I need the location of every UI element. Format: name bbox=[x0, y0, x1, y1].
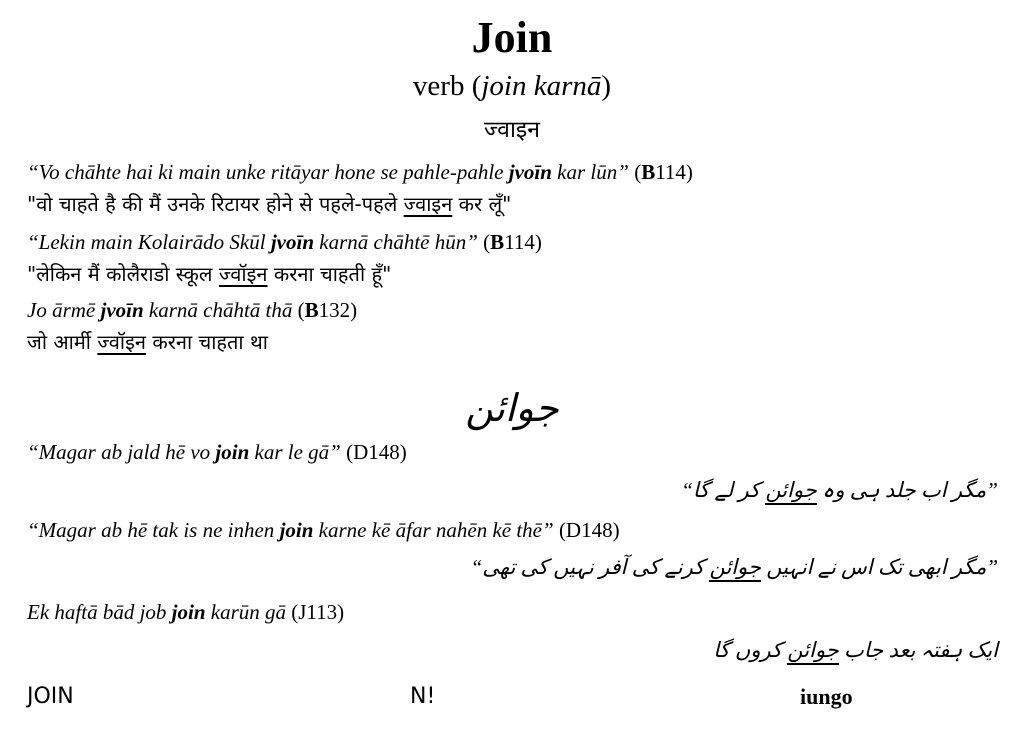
example-devanagari-2: "लेकिन मैं कोलैराडो स्कूल ज्वॉइन करना चाहती हूँ" bbox=[27, 262, 392, 286]
footer-latin: iungo bbox=[800, 684, 853, 709]
key-term-underlined: ज्वाइन bbox=[403, 192, 453, 216]
example-devanagari-1: "वो चाहते है की मैं उनके रिटायर होने से पहले-पहले ज्वाइन कर लूँ" bbox=[27, 192, 512, 216]
key-term-underlined: جوائن bbox=[787, 638, 839, 665]
key-term: jvoīn bbox=[100, 298, 144, 322]
key-term: join bbox=[279, 518, 314, 542]
urdu-example-romanized-1: “Magar ab jald hē vo join kar le gā” (D148) bbox=[27, 440, 407, 464]
key-term: jvoīn bbox=[508, 160, 552, 184]
part-of-speech: verb bbox=[412, 70, 465, 102]
footer-english: JOIN bbox=[27, 684, 74, 709]
urdu-example-script-1: ”مگر اب جلد ہی وہ جوائن کر لے گا“ bbox=[681, 478, 998, 503]
infinitive-form: join karnā bbox=[481, 70, 602, 102]
part-of-speech-line: verb (join karnā) bbox=[412, 70, 612, 102]
key-term-underlined: ज्वॉइन bbox=[97, 330, 146, 354]
key-term: join bbox=[215, 440, 250, 464]
urdu-example-script-3: ایک ہفتہ بعد جاب جوائن کروں گا bbox=[713, 638, 998, 663]
key-term: jvoīn bbox=[270, 230, 315, 254]
urdu-headword: جوائن bbox=[465, 388, 559, 430]
key-term-underlined: ज्वॉइन bbox=[218, 262, 268, 286]
example-romanized-2: “Lekin main Kolairādo Skūl jvoīn karnā chāhtē hūn” (B114) bbox=[27, 230, 542, 254]
urdu-example-romanized-3: Ek haftā bād job join karūn gā (J113) bbox=[27, 600, 345, 624]
example-romanized-3: Jo ārmē jvoīn karnā chāhtā thā (B132) bbox=[27, 298, 358, 322]
key-term-underlined: جوائن bbox=[765, 478, 817, 505]
urdu-example-romanized-2: “Magar ab hē tak is ne inhen join karne kē āfar nahēn kē thē” (D148) bbox=[27, 518, 620, 542]
footer-middle: N! bbox=[410, 684, 436, 709]
urdu-example-script-2: ”مگر ابھی تک اس نے انہیں جوائن کرنے کی آفر نہیں کی تھی“ bbox=[471, 555, 998, 580]
example-devanagari-3: जो आर्मी ज्वॉइन करना चाहता था bbox=[27, 330, 268, 354]
key-term-underlined: جوائن bbox=[709, 555, 761, 582]
key-term: join bbox=[171, 600, 206, 624]
devanagari-headword: ज्वाइन bbox=[484, 117, 540, 143]
example-romanized-1: “Vo chāhte hai ki main unke ritāyar hone se pahle-pahle jvoīn kar lūn” (B114) bbox=[27, 160, 693, 184]
headword: Join bbox=[471, 13, 553, 62]
